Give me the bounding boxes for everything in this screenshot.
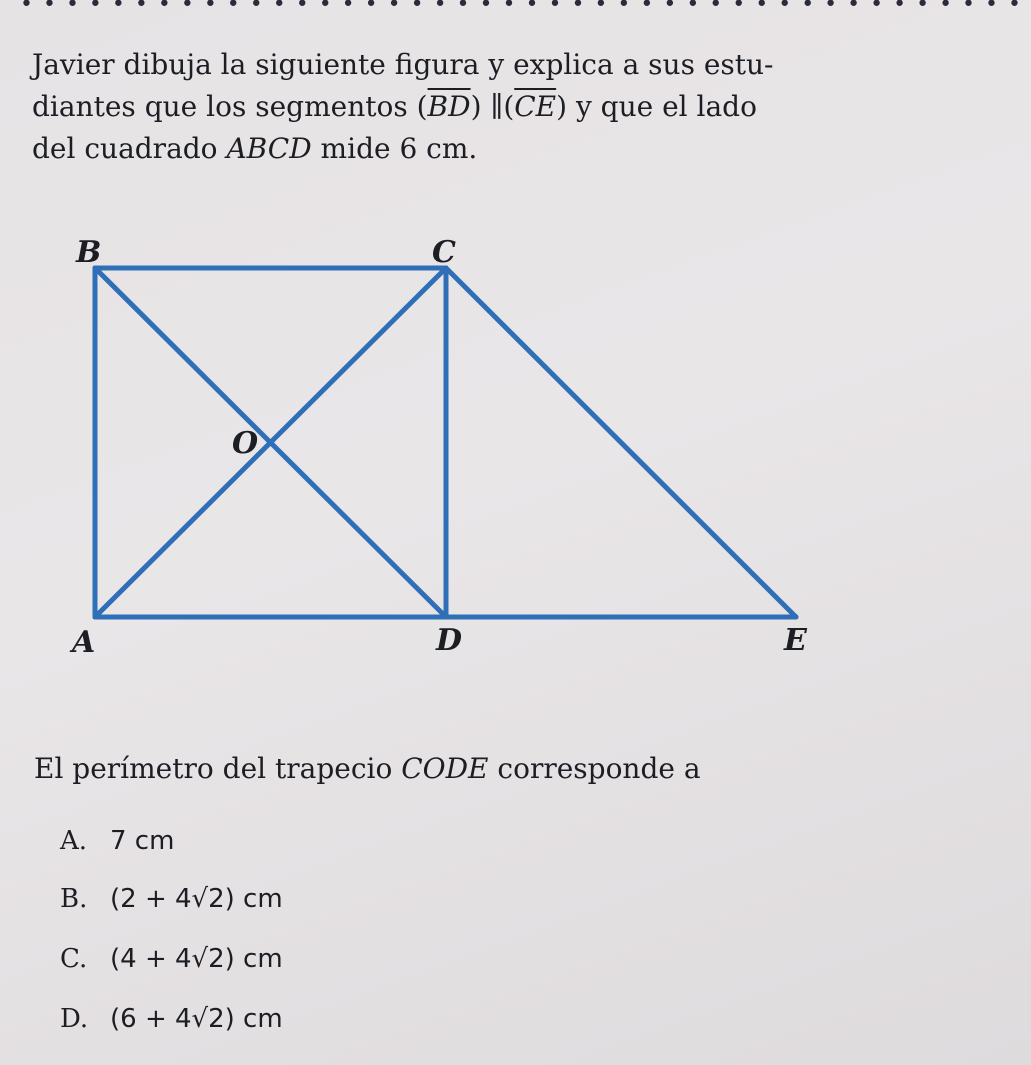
label-a: A [72, 625, 96, 660]
statement-line-1: Javier dibuja la siguiente figura y explica a sus estu- [32, 48, 774, 81]
option-c[interactable]: C. (4 + 4√2) cm [60, 944, 283, 974]
option-d[interactable]: D. (6 + 4√2) cm [60, 1004, 283, 1034]
label-e: E [784, 623, 807, 658]
question-text: El perímetro del trapecio CODE corresponde a [34, 752, 701, 785]
segment-ce-line [446, 268, 796, 617]
square-name: ABCD [226, 132, 312, 165]
statement-line-2: diantes que los segmentos $(\overline{BD})$ $\parallel(\overline{CE})$ y que el lado [32, 90, 757, 123]
segment-ce: $\overline{CE}$ [514, 90, 557, 123]
label-d: D [436, 623, 463, 658]
statement-line-3: del cuadrado ABCD mide 6 cm. [32, 132, 478, 165]
label-c: C [432, 235, 456, 270]
trapezoid-name: CODE [401, 752, 489, 785]
figure-lines [95, 268, 796, 617]
label-o: O [232, 426, 259, 461]
label-b: B [76, 235, 102, 270]
segment-bd: $\overline{BD}$ [427, 90, 471, 123]
dotted-top-border: •••••••••••••••••••••••••••••••••••••••••••• [20, 0, 1031, 17]
option-b[interactable]: B. (2 + 4√2) cm [60, 884, 283, 914]
option-a[interactable]: A. 7 cm [60, 826, 175, 856]
